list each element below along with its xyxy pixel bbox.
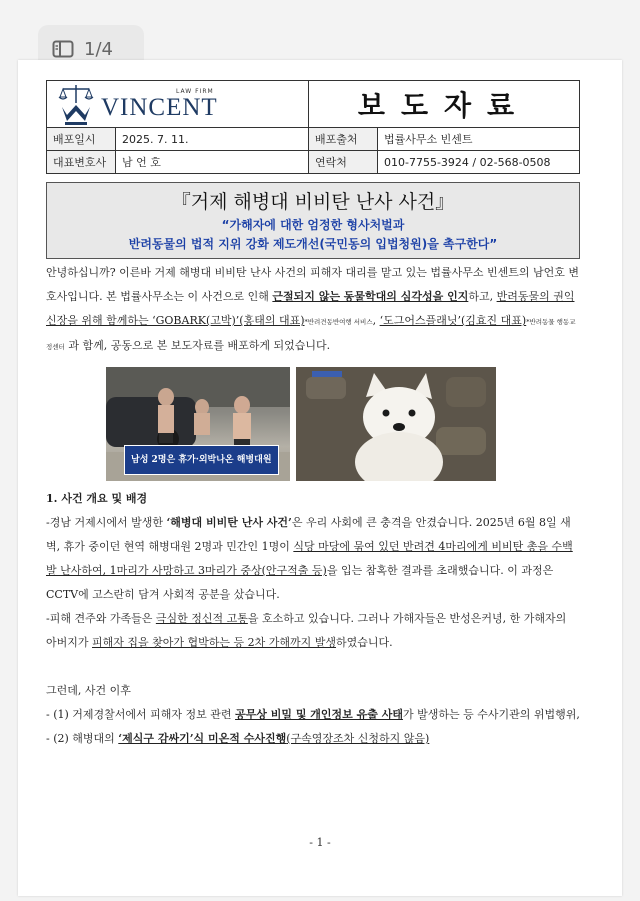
- page-count: 1/4: [84, 38, 113, 60]
- paragraph-text: 가 발생하는 등 수사기관의 위법행위,: [402, 708, 580, 721]
- headline-box: [46, 182, 580, 259]
- paragraph-text: 을 호소하고 있습니다. 그러나 가해자들은 반성은커녕, 한 가해자의 아버지가: [46, 612, 567, 649]
- rep-label: 대표변호사: [47, 151, 116, 174]
- paragraph-text: -피해 견주와 가족들은: [46, 612, 156, 625]
- date-label: 배포일시: [47, 128, 116, 151]
- document-body: [46, 261, 580, 751]
- firm-name: VINCENT: [101, 93, 218, 121]
- document-content: [46, 80, 580, 751]
- intro-text: 과 함께, 공동으로 본 보도자료를 배포하게 되었습니다.: [64, 339, 331, 352]
- paragraph-text: - (1) 거제경찰서에서 피해자 정보 관련: [46, 708, 236, 721]
- dogearth-note: *반려동물 행동교정센터: [46, 318, 576, 351]
- intro-text: 안녕하십니까? 이른바 거제 해병대 비비탄 난사 사건의 피해자 대리를 맡고 있는 법률사무소 빈센트의 남언호 변호사입니다. 본 법률사무소는 이 사건으로 인해: [46, 266, 580, 303]
- source-value: 법률사무소 빈센트: [378, 128, 580, 151]
- emphasis-text: ‘제식구 감싸기’식 미온적 수사진행: [118, 732, 287, 745]
- section1-paragraph-2: [46, 607, 580, 655]
- section1-item-2: [46, 727, 580, 751]
- paragraph-text: 하였습니다.: [336, 636, 393, 649]
- gobark-mention: 반려동물의 권익신장을 위해 함께하는 ‘GOBARK(고박)’(홍태의 대표): [46, 290, 575, 327]
- press-release-title: 보도자료: [309, 81, 580, 128]
- dog-illustration: [296, 367, 496, 481]
- photo-caption: 남성 2명은 휴가·외박나온 해병대원: [124, 445, 279, 475]
- gobark-note: *반려견동반여행 서비스: [304, 318, 373, 326]
- section1-item-1: [46, 703, 580, 727]
- logo-cell: [47, 81, 309, 128]
- dog-photo: [296, 367, 496, 481]
- paragraph-text: - (2) 해병대의: [46, 732, 119, 745]
- scales-crown-icon: [57, 81, 95, 127]
- section1-paragraph-1: [46, 511, 580, 607]
- contact-value: 010-7755-3924 / 02-568-0508: [378, 151, 580, 174]
- source-label: 배포출처: [309, 128, 378, 151]
- photo-row: [106, 367, 580, 481]
- date-value: 2025. 7. 11.: [116, 128, 309, 151]
- header-table: [46, 80, 580, 174]
- incident-detail: 식당 마당에 묶여 있던 반려견 4마리에게 비비탄 총을 수백 발 난사하여, 1마리가 사망하고 3마리가 중상(안구적출 등): [46, 540, 573, 577]
- cctv-photo: [106, 367, 290, 481]
- incident-name: ‘해병대 비비탄 난사 사건’: [166, 516, 292, 529]
- sidebar-panel-icon: [52, 40, 74, 58]
- contact-label: 연락처: [309, 151, 378, 174]
- firm-label: LAW FIRM: [176, 87, 214, 95]
- paragraph-text: 을 입는 참혹한 결과를 초래했습니다. 이 과정은 CCTV에 고스란히 담겨 사회적 공분을 샀습니다.: [46, 564, 554, 601]
- paragraph-text: (구속영장조차 신청하지 않음): [286, 732, 430, 745]
- section1-paragraph-3: 그런데, 사건 이후: [46, 684, 131, 697]
- emphasis-text: 극심한 정신적 고통: [155, 612, 248, 625]
- section-heading: 1. 사건 개요 및 배경: [46, 492, 148, 505]
- emphasis-text: 공무상 비밀 및 개인정보 유출 사태: [235, 708, 403, 721]
- headline-title: 『거제 해병대 비비탄 난사 사건』: [171, 191, 455, 213]
- page-number: - 1 -: [309, 836, 331, 849]
- emphasis-text: 피해자 집을 찾아가 협박하는 등 2차 가해까지 발생: [92, 636, 337, 649]
- firm-logo: [53, 81, 302, 127]
- headline-subtitle-2: 반려동물의 법적 지위 강화 제도개선(국민동의 입법청원)을 촉구한다”: [128, 237, 498, 251]
- headline-subtitle-1: “가해자에 대한 엄정한 형사처벌과: [221, 218, 405, 232]
- paragraph-text: -경남 거제시에서 발생한: [46, 516, 167, 529]
- intro-text: 하고,: [468, 290, 497, 303]
- dogearth-mention: ‘도그어스플래닛’(김효진 대표): [379, 314, 527, 327]
- intro-paragraph: [46, 261, 580, 359]
- intro-emphasis: 근절되지 않는 동물학대의 심각성을 인지: [272, 290, 469, 303]
- rep-value: 남 언 호: [116, 151, 309, 174]
- paragraph-text: 은 우리 사회에 큰 충격을 안겼습니다. 2025년 6월 8일 새벽, 휴가 중이던 현역 해병대원 2명과 민간인 1명이: [46, 516, 571, 553]
- intro-text: ,: [372, 314, 380, 327]
